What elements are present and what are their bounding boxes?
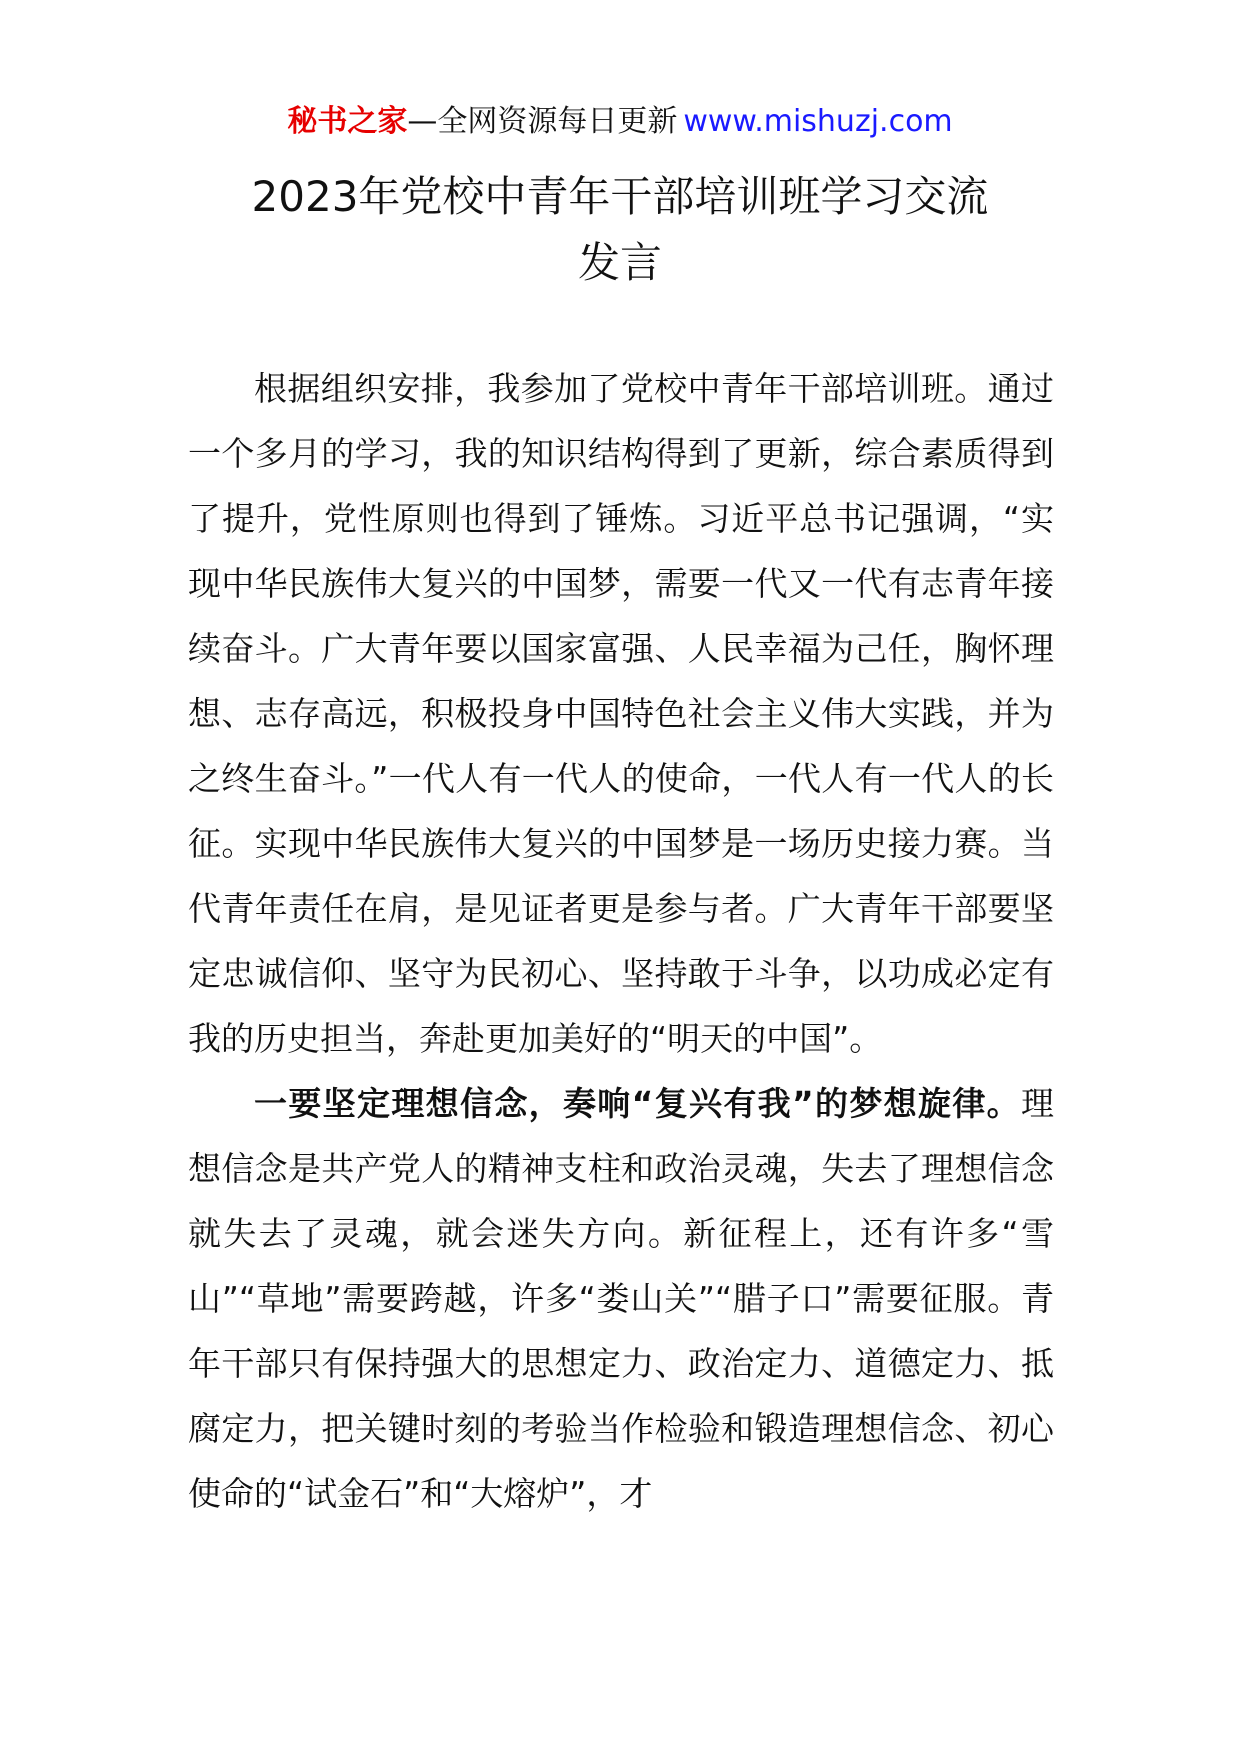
website-link[interactable]: www.mishuzj.com	[683, 104, 953, 139]
source-header	[0, 100, 1240, 144]
paragraph-2	[188, 1071, 1054, 1526]
paragraph-2-lead: 一要坚定理想信念，奏响“复兴有我”的梦想旋律。	[254, 1084, 1021, 1123]
document-body	[188, 356, 1054, 1526]
brand-name: 秘书之家	[287, 104, 408, 139]
paragraph-1	[188, 356, 1054, 1071]
header-tagline: —全网资源每日更新	[407, 104, 678, 139]
title-line-1: 2023年党校中青年干部培训班学习交流	[251, 172, 989, 221]
title-line-2: 发言	[577, 238, 662, 287]
paragraph-2-text: 理想信念是共产党人的精神支柱和政治灵魂，失去了理想信念就失去了灵魂，就会迷失方向。新征程上，还有许多“雪山”“草地”需要跨越，许多“娄山关”“腊子口”需要征服。青年干部只有保持强大的思想定力、政治定力、道德定力、抵腐定力，把关键时刻的考验当作检验和锻造理想信念、初心使命的“试金石”和“大熔炉”，才	[188, 1084, 1054, 1513]
paragraph-1-text: 根据组织安排，我参加了党校中青年干部培训班。通过一个多月的学习，我的知识结构得到了更新，综合素质得到了提升，党性原则也得到了锤炼。习近平总书记强调，“实现中华民族伟大复兴的中国梦，需要一代又一代有志青年接续奋斗。广大青年要以国家富强、人民幸福为己任，胸怀理想、志存高远，积极投身中国特色社会主义伟大实践，并为之终生奋斗。”一代人有一代人的使命，一代人有一代人的长征。实现中华民族伟大复兴的中国梦是一场历史接力赛。当代青年责任在肩，是见证者更是参与者。广大青年干部要坚定忠诚信仰、坚守为民初心、坚持敢于斗争，以功成必定有我的历史担当，奔赴更加美好的“明天的中国”。	[188, 369, 1054, 1058]
document-title	[190, 164, 1050, 296]
